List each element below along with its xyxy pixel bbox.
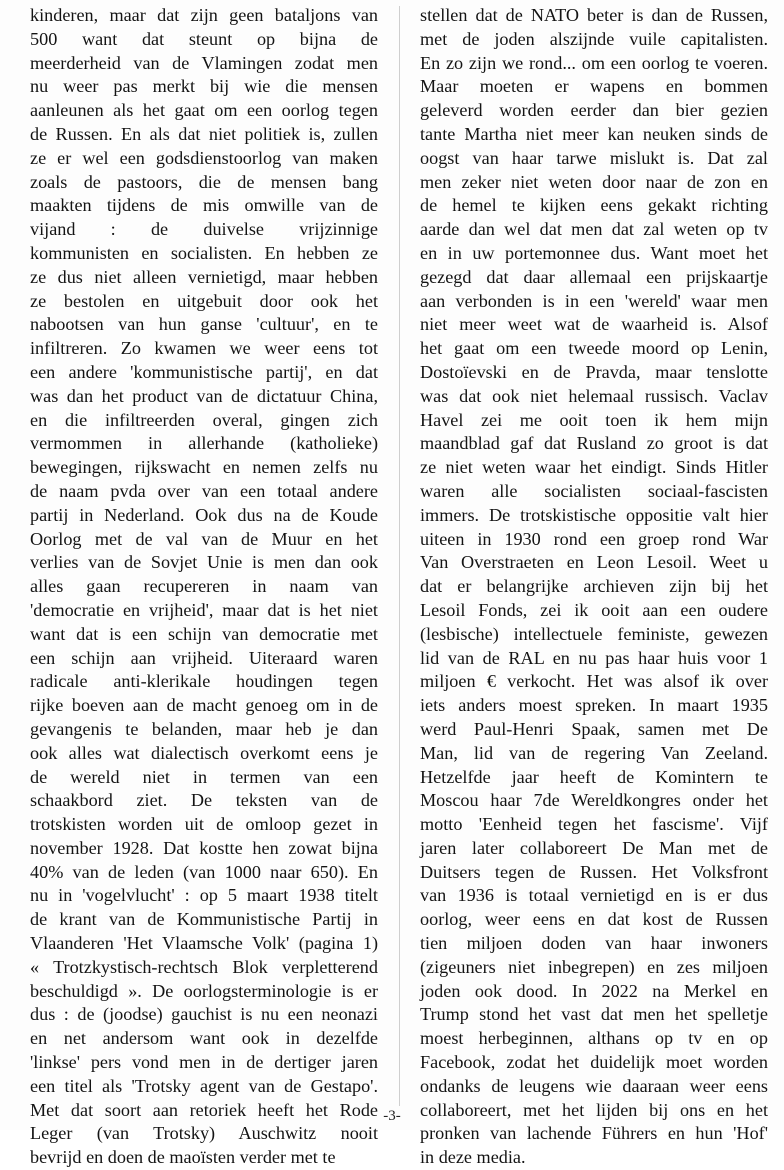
text-line: was dat ook niet helemaal russisch. Vaclav [420, 385, 768, 406]
text-line: de naam pvda over van een totaal andere [30, 480, 378, 501]
text-line: en net andersom want ook in dezelfde [30, 1028, 378, 1049]
text-line: Man, lid van de regering Van Zeeland. [420, 742, 768, 763]
text-line: ze bestolen en uitgebuit door ook het [30, 290, 378, 311]
text-line: bewegingen, rijkswacht en nemen zelfs nu [30, 457, 378, 478]
text-line: was dan het product van de dictatuur China, [30, 385, 378, 406]
text-line: in deze media. [420, 1147, 526, 1168]
page-number: -3- [383, 1108, 401, 1124]
text-line: lid van de RAL en nu pas haar huis voor 1 [420, 647, 768, 668]
text-line: 'linkse' pers vond men in de dertiger jaren [30, 1052, 378, 1073]
text-line: « Trotzkystisch-rechtsch Blok verpletterend [30, 956, 378, 977]
text-line: miljoen € verkocht. Het was alsof ik over [420, 671, 768, 692]
text-line: iets anders moest spreken. In maart 1935 [420, 695, 768, 716]
text-line: meerderheid van de Vlamingen zodat men [30, 52, 378, 73]
text-line: Lesoil Fonds, zei ik ooit aan een oudere [420, 599, 768, 620]
text-line: (zigeuners niet inbegrepen) en zes miljoen [420, 956, 768, 977]
text-line: immers. De trotskistische oppositie valt hier [420, 504, 768, 525]
text-line: dus : de (joodse) gauchist is nu een neonazi [30, 1004, 378, 1025]
text-line: nabootsen van hun ganse 'cultuur', en te [30, 314, 378, 335]
text-line: gevangenis te belanden, maar heb je dan [30, 718, 378, 739]
text-line: motto 'Eenheid tegen het fascisme'. Vijf [420, 814, 768, 835]
text-line: het gaat om een tweede moord op Lenin, [420, 338, 768, 359]
text-line: de wereld niet in termen van een [30, 766, 378, 787]
right-text-column [420, 4, 768, 1170]
text-line: men zeker niet weten door naar de zon en [420, 171, 768, 192]
text-line: gezegd dat daar allemaal een prijskaartje [420, 266, 768, 287]
text-line: Trump stond het vast dat men het spelletje [420, 1004, 768, 1025]
text-line: verlies van de Sovjet Unie is men dan ook [30, 552, 378, 573]
text-line: uiteen in 1930 rond een groep rond War [420, 528, 768, 549]
text-line: Hetzelfde jaar heeft de Komintern te [420, 766, 768, 787]
text-line: oorlog, weer eens en dat kost de Russen [420, 909, 768, 930]
text-line: de krant van de Kommunistische Partij in [30, 909, 378, 930]
text-line: maakten tijdens de mis omwille van de [30, 195, 378, 216]
text-line: Van Overstraeten en Leon Lesoil. Weet u [420, 552, 768, 573]
text-line: schaakbord ziet. De teksten van de [30, 790, 378, 811]
text-line: Moscou haar 7de Wereldkongres onder het [420, 790, 768, 811]
text-line: want dat is een schijn van democratie met [30, 623, 378, 644]
text-line: nu weer pas merkt bij wie die mensen [30, 76, 378, 97]
text-line: stellen dat de NATO beter is dan de Russen, [420, 5, 768, 25]
text-line: ook alles wat dialectisch overkomt eens je [30, 742, 378, 763]
text-line: van 1936 is totaal vernietigd en is er dus [420, 885, 768, 906]
left-text-column [30, 4, 378, 1170]
text-line: radicale anti-klerikale houdingen tegen [30, 671, 378, 692]
text-line: 500 want dat steunt op bijna de [30, 28, 378, 49]
text-line: beschuldigd ». De oorlogsterminologie is er [30, 980, 378, 1001]
text-line: moest herbeginnen, althans op tv en op [420, 1028, 768, 1049]
text-line: met de joden alszijnde vuile capitalisten. [420, 28, 768, 49]
text-line: jaren later collaboreert De Man met de [420, 837, 768, 858]
text-line: aarde dan wel dat men dat zal weten op tv [420, 219, 768, 240]
text-line: nu in 'vogelvlucht' : op 5 maart 1938 titelt [30, 885, 378, 906]
text-line: (lesbische) intellectuele feministe, gewezen [420, 623, 768, 644]
text-line: tien miljoen doden van haar inwoners [420, 933, 768, 954]
text-line: vijand : de duivelse vrijzinnige [30, 219, 378, 240]
text-line: Dostoïevski en de Pravda, maar tenslotte [420, 361, 768, 382]
text-line: een titel als 'Trotsky agent van de Gestapo'. [30, 1075, 378, 1096]
text-line: Maar moeten er wapens en bommen [420, 76, 768, 97]
text-line: kinderen, maar dat zijn geen bataljons van [30, 5, 378, 25]
text-line: zoals de pastoors, die de mensen bang [30, 171, 378, 192]
text-line: en die infiltreerden overal, gingen zich [30, 409, 378, 430]
text-line: de hemel te kijken eens gekakt richting [420, 195, 768, 216]
text-line: aanleunen als het gaat om een oorlog tegen [30, 100, 378, 121]
text-line: vermommen in allerhande (katholieke) [30, 433, 378, 454]
text-line: ze er wel een godsdienstoorlog van maken [30, 147, 378, 168]
text-line: aan verbonden is in een 'wereld' waar men [420, 290, 768, 311]
text-line: tante Martha niet meer kan neuken sinds de [420, 123, 768, 144]
text-line: 'democratie en vrijheid', maar dat is het niet [30, 599, 378, 620]
text-line: partij in Nederland. Ook dus na de Koude [30, 504, 378, 525]
text-line: een andere 'kommunistische partij', en dat [30, 361, 378, 382]
text-line: Met dat soort aan retoriek heeft het Rode [30, 1099, 378, 1120]
text-line: maandblad gaf dat Rusland zo groot is dat [420, 433, 768, 454]
text-line: waren alle socialisten sociaal-fascisten [420, 480, 768, 501]
text-line: infiltreren. Zo kwamen we weer eens tot [30, 338, 378, 359]
text-line: joden ook dood. In 2022 na Merkel en [420, 980, 768, 1001]
text-line: rijke boeven aan de macht genoeg om in de [30, 695, 378, 716]
text-line: en in uw portemonnee dus. Want moet het [420, 242, 768, 263]
text-line: ondanks de leugens wie daaraan weer eens [420, 1075, 768, 1096]
text-line: Havel zei me ooit toen ik hem mijn [420, 409, 768, 430]
text-line: kommunisten en socialisten. En hebben ze [30, 242, 378, 263]
text-line: collaboreert, met het lijden bij ons en het [420, 1099, 768, 1120]
text-line: bevrijd en doen de maoïsten verder met te [30, 1147, 336, 1168]
text-line: oogst van haar tarwe mislukt is. Dat zal [420, 147, 768, 168]
text-line: trotskisten worden uit de omloop gezet in [30, 814, 378, 835]
text-line: dat er belangrijke archieven zijn bij het [420, 576, 768, 597]
text-line: ze dus niet alleen vernietigd, maar hebben [30, 266, 378, 287]
text-line: alles gaan recupereren in naam van [30, 576, 378, 597]
text-line: geleverd worden eerder dan bier gezien [420, 100, 768, 121]
text-line: een schijn aan vrijheid. Uiteraard waren [30, 647, 378, 668]
text-line: niet meer weet wat de waarheid is. Alsof [420, 314, 768, 335]
text-line: 40% van de leden (van 1000 naar 650). En [30, 861, 378, 882]
text-line: de Russen. En als dat niet politiek is, zullen [30, 123, 378, 144]
column-divider [399, 6, 400, 1106]
text-line: pronken van lachende Führers en hun 'Hof' [420, 1123, 768, 1144]
text-line: Leger (van Trotsky) Auschwitz nooit [30, 1123, 378, 1144]
text-line: Facebook, zodat het duidelijk moet worden [420, 1052, 768, 1073]
text-line: En zo zijn we rond... om een oorlog te voeren. [420, 52, 768, 73]
text-line: Duitsers tegen de Russen. Het Volksfront [420, 861, 768, 882]
text-line: november 1928. Dat kostte hen zowat bijna [30, 837, 378, 858]
text-line: ze niet weten waar het eindigt. Sinds Hitler [420, 457, 768, 478]
text-line: Oorlog met de val van de Muur en het [30, 528, 378, 549]
text-line: werd Paul-Henri Spaak, samen met De [420, 718, 768, 739]
text-line: Vlaanderen 'Het Vlaamsche Volk' (pagina 1) [30, 933, 378, 954]
